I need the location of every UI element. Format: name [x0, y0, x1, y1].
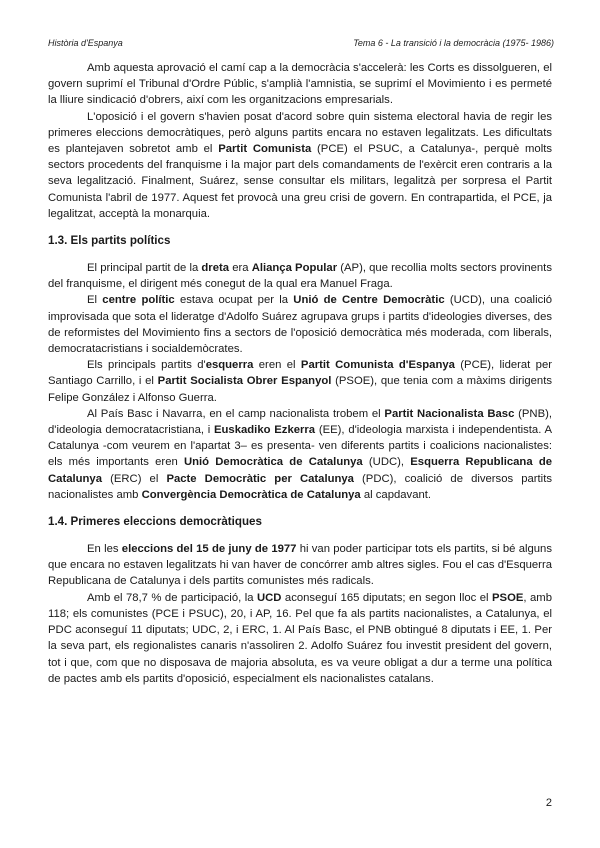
paragraph-1: Amb aquesta aprovació el camí cap a la democràcia s'accelerà: les Corts es dissolgueren, el govern suprimí el Tribunal d'Ordre Públic, s'amplià l'amnistia, se suprimí el Movimiento i es permeté la lliure sindicació d'obrers, així com les organitzacions empresarials. [48, 62, 552, 107]
paragraph-6: Al País Basc i Navarra, en el camp nacionalista trobem el Partit Nacionalista Basc (PNB), d'ideologia democratacristiana, i Euskadiko Ezkerra (EE), d'ideologia marxista i independentista. A Catalunya -com veurem en l'apartat 3– es presenta- ven diferents partits i coalicions nacionalistes: els més importants eren Unió Democràtica de Catalunya (UDC), Esquerra Republicana de Catalunya (ERC) el Pacte Democràtic per Catalunya (PDC), coalició de diversos partits nacionalistes amb Convergència Democràtica de Catalunya al capdavant. [48, 407, 552, 501]
document-body [48, 60, 552, 687]
page-number: 2 [545, 797, 552, 809]
paragraph-8: Amb el 78,7 % de participació, la UCD aconseguí 165 diputats; en segon lloc el PSOE, amb 118; els comunistes (PCE i PSUC), 20, i AP, 16. Pel que fa als partits nacionalistes, a Catalunya, el PDC aconseguí 11 diputats; UDC, 2, i ERC, 1. Al País Basc, el PNB obtingué 8 diputats i EE, 1. Per la seva part, els regionalistes canaris n'assoliren 2. Adolfo Suárez fou investit president del govern, tot i que, com que no disposava de majoria absoluta, es va veure obligat a dur a terme una política de pactes amb els partits d'oposició, especialment els nacionalistes catalans. [48, 591, 552, 685]
running-header-right: Tema 6 - La transició i la democràcia (1975- 1986) [353, 38, 554, 48]
running-header-left: Història d'Espanya [48, 38, 123, 48]
paragraph-3: El principal partit de la dreta era Aliança Popular (AP), que recollia molts sectors provinents del franquisme, el dirigent més conegut de la qual era Manuel Fraga. [48, 262, 552, 291]
section-heading-1-4: 1.4. Primeres eleccions democràtiques [48, 515, 262, 529]
paragraph-7: En les eleccions del 15 de juny de 1977 hi van poder participar tots els partits, si bé alguns que encara no estaven legalitzats hi van haver de concórrer amb altres sigles. Fou el cas d'Esquerra Republicana de Catalunya i dels partits comunistes més radicals. [48, 543, 552, 588]
paragraph-4: El centre polític estava ocupat per la Unió de Centre Democràtic (UCD), una coalició improvisada que sota el lideratge d'Adolfo Suárez agrupava grups i partits d'ideologies diverses, des de reformistes del Movimiento fins a sectors de l'oposició democràtica més moderada, com liberals, democratacristians i socialdemòcrates. [48, 294, 553, 356]
paragraph-2: L'oposició i el govern s'havien posat d'acord sobre quin sistema electoral havia de regir les primeres eleccions democràtiques, però alguns partits encara no estaven legalitzats. Les dificultats es plantejaven sobretot amb el Partit Comunista (PCE) el PSUC, a Catalunya-, perquè molts sectors procedents del franquisme i la major part dels comandaments de l'exèrcit eren contraris a la seva legalització. Finalment, Suárez, sense consultar els militars, legalitzà per sorpresa el Partit Comunista l'abril de 1977. Aquest fet provocà una greu crisi de govern. En contrapartida, el PCE, ja legalitzat, acceptà la monarquia. [48, 110, 553, 220]
paragraph-5: Els principals partits d'esquerra eren el Partit Comunista d'Espanya (PCE), liderat per Santiago Carrillo, i el Partit Socialista Obrer Espanyol (PSOE), que tenia com a màxims dirigents Felipe González i Alfonso Guerra. [48, 359, 553, 404]
section-heading-1-3: 1.3. Els partits polítics [48, 234, 171, 248]
